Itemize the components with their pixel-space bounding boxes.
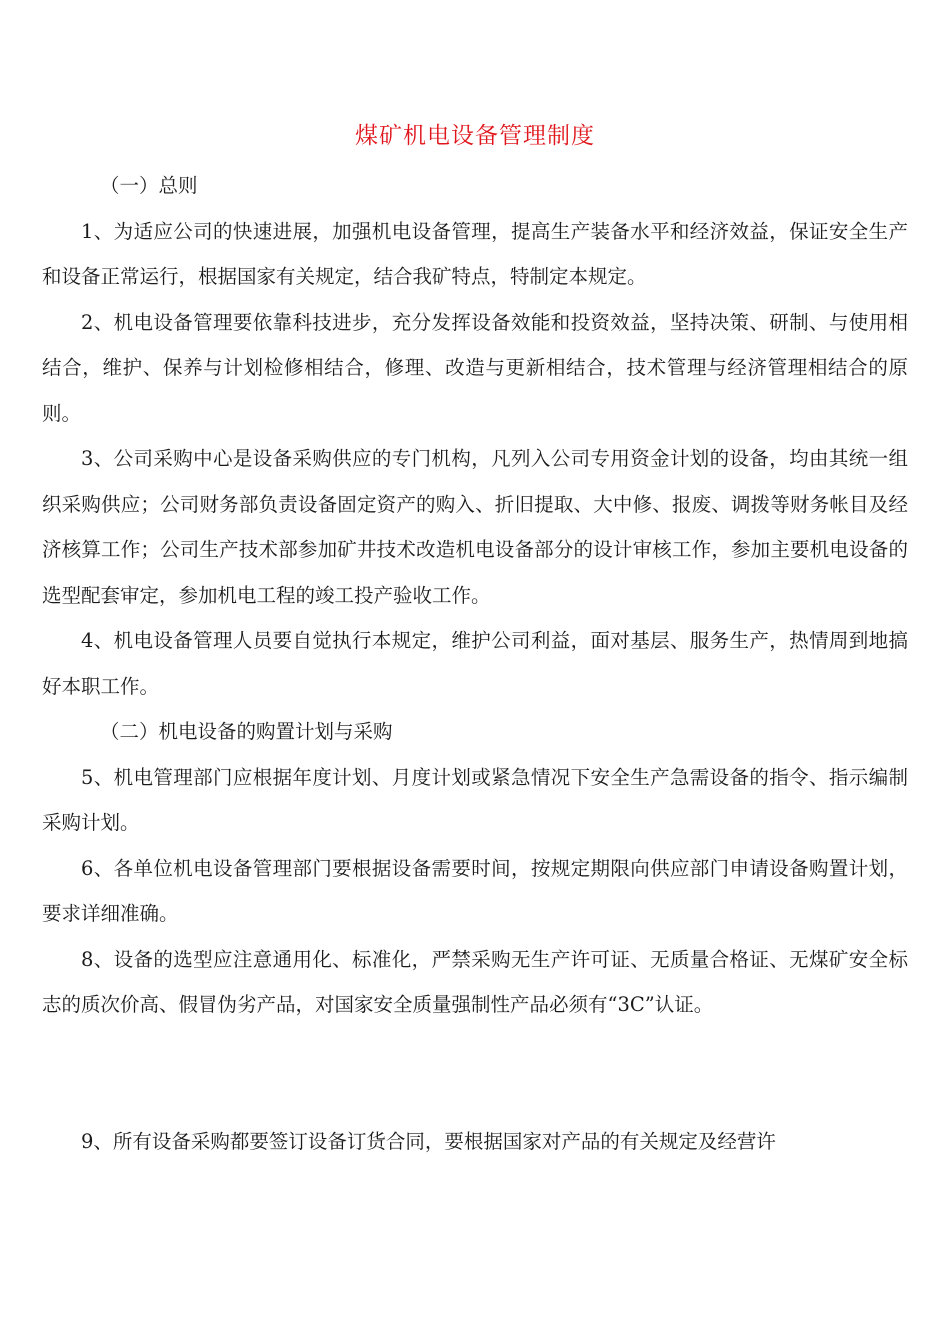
paragraph-8: 8、设备的选型应注意通用化、标准化，严禁采购无生产许可证、无质量合格证、无煤矿安全标志的质次价高、假冒伪劣产品，对国家安全质量强制性产品必须有“3C”认证。 [42,947,908,1016]
paragraph-3: 3、公司采购中心是设备采购供应的专门机构，凡列入公司专用资金计划的设备，均由其统一组织采购供应；公司财务部负责设备固定资产的购入、折旧提取、大中修、报废、调拨等财务帐目及经济核算工作；公司生产技术部参加矿井技术改造机电设备部分的设计审核工作，参加主要机电设备的选型配套审定，参加机电工程的竣工投产验收工作。 [42,447,908,607]
paragraph-2: 2、机电设备管理要依靠科技进步，充分发挥设备效能和投资效益，坚持决策、研制、与使用相结合，维护、保养与计划检修相结合，修理、改造与更新相结合，技术管理与经济管理相结合的原则。 [42,310,908,425]
document-body [42,163,908,1164]
paragraph-9: 9、所有设备采购都要签订设备订货合同，要根据国家对产品的有关规定及经营许 [81,1129,776,1153]
paragraph-4: 4、机电设备管理人员要自觉执行本规定，维护公司利益，面对基层、服务生产，热情周到地搞好本职工作。 [42,629,908,698]
paragraph-6: 6、各单位机电设备管理部门要根据设备需要时间，按规定期限向供应部门申请设备购置计划，要求详细准确。 [42,856,908,925]
document-title: 煤矿机电设备管理制度 [355,123,595,149]
section-heading-general: （一）总则 [100,174,198,197]
blank-gap [42,1028,908,1119]
section-heading-purchase: （二）机电设备的购置计划与采购 [100,720,393,743]
paragraph-5: 5、机电管理部门应根据年度计划、月度计划或紧急情况下安全生产急需设备的指令、指示编制采购计划。 [42,765,908,834]
paragraph-1: 1、为适应公司的快速进展，加强机电设备管理，提高生产装备水平和经济效益，保证安全生产和设备正常运行，根据国家有关规定，结合我矿特点，特制定本规定。 [42,219,908,288]
